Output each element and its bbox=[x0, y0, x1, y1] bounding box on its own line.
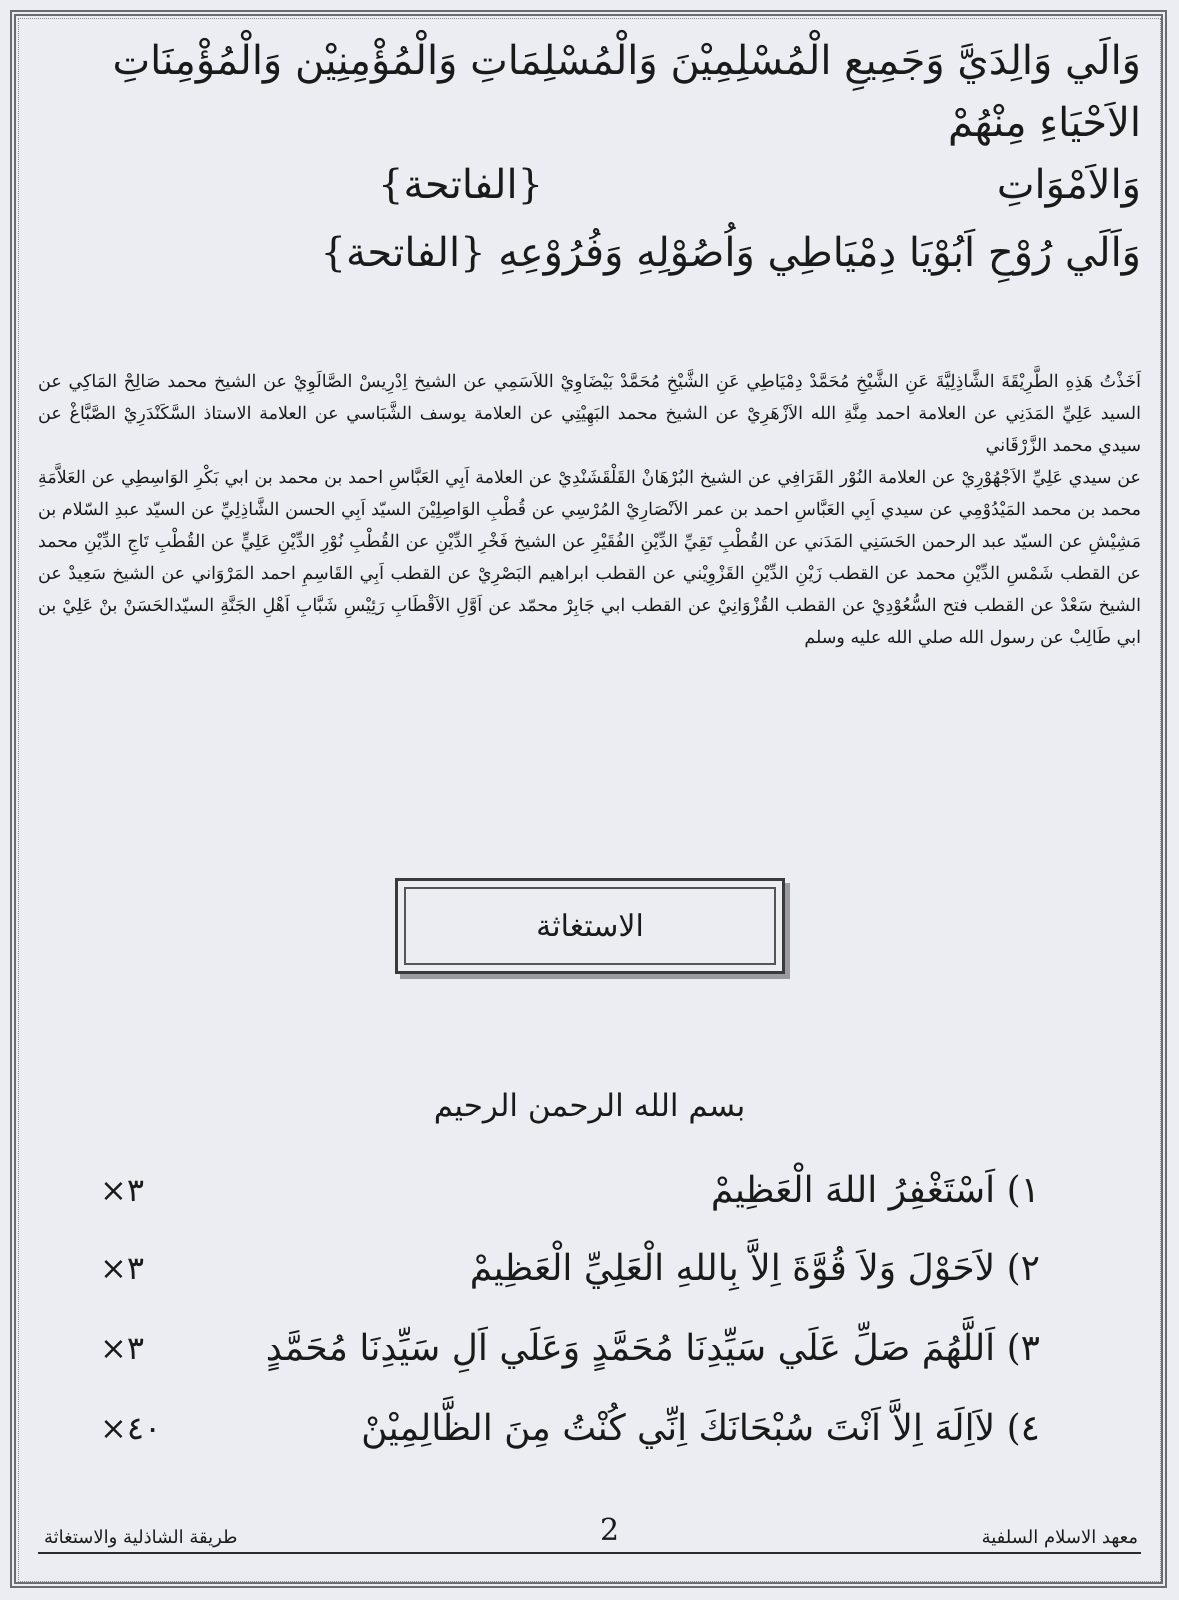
fatiha-marker-1: {الفاتحة} bbox=[378, 162, 544, 208]
footer-institute: معهد الاسلام السلفية bbox=[981, 1527, 1138, 1548]
dua-line-2-text: وَالاَمْوَاتِ bbox=[996, 162, 1141, 208]
wirid-text: ٣) اَللَّهُمَ صَلِّ عَلَي سَيِّدِنَا مُحَمَّدٍ وَعَلَي اَلِ سَيِّدِنَا مُحَمَّدٍ bbox=[265, 1327, 1040, 1369]
section-title: الاستغاثة bbox=[536, 908, 644, 944]
wirid-count: ×٣ bbox=[100, 1329, 144, 1367]
section-title-box bbox=[395, 878, 785, 974]
dua-line-2 bbox=[38, 154, 1141, 216]
wirid-item-3 bbox=[100, 1318, 1040, 1378]
page-content bbox=[38, 30, 1141, 654]
wirid-count: ×٤٠ bbox=[100, 1409, 162, 1447]
sanad-paragraph-2: عن سيدي عَلِيِّ الاَجْهُوْرِيْ عن العلامة النُوْر القَرَافِي عن الشيخ البُرْهَانْ القَلْقَشَنْدِيْ عن العلامة اَبِي العَبَّاسِ احمد بن محمد بن ابي بَكْرِ الوَاسِطِي عن العَلاَّمَةِ محمد بن محمد المَيْدُوْمِي عن سيدي اَبِي العَبَّاسِ احمد بن عمر الاَنْصَارِيْ المُرْسِي عن قُطْبِ الوَاصِلِيْنَ السيّد اَبِي الحسن الشَّاذِلِيِّ عن السيّد عبدِ السّلام بن مَشِيْشِ عن السيّد عبد الرحمن الحَسَنِي المَدَني عن القُطْبِ تَقِيِّ الدِّيْنِ الفُقَيْرِ عن الشيخ فَخْرِ الدِّيْنِ عن القُطْبِ نُوْرِ الدِّيْنِ عَلِيٍّ عن القُطْبِ تَاجِ الدِّيْنِ محمد عن القطب شَمْسِ الدِّيْنِ محمد عن القطب زَيْنِ الدِّيْنِ القَزْوِيْني عن القطب ابراهيم البَصْرِيْ عن القطب اَبِي القَاسِمِ احمد المَرْوَاني عن الشيخ سَعِيدْ عن الشيخ سَعْدْ عن القطب فتح السُّعُوْدِيْ عن القطب القُزْوَانِيْ عن القطب ابي جَابِرْ محمّد عن اَوَّلِ الاَقْطَابِ رَئِيْسِ شَبَّابِ اَهْلِ الجَنَّةِ السيّدالحَسَنْ بنْ عَلِيْ بن ابي طَالِبْ عن رسول الله صلي الله عليه وسلم bbox=[38, 468, 1141, 648]
page-footer bbox=[44, 1496, 1138, 1548]
wirid-count: ×٣ bbox=[100, 1249, 144, 1287]
dua-line-3-text: وَاَلَي رُوْحِ اَبُوْيَا دِمْيَاطِي وَاُصُوْلِهِ وَفُرُوْعِهِ bbox=[498, 230, 1141, 276]
wirid-item-4 bbox=[100, 1398, 1040, 1458]
footer-divider bbox=[38, 1552, 1141, 1554]
dua-line-1: وَالَي وَالِدَيَّ وَجَمِيعِ الْمُسْلِمِيْنَ وَالْمُسْلِمَاتِ وَالْمُؤْمِنِيْن وَالْمُؤْمِنَاتِ الاَحْيَاءِ مِنْهُمْ bbox=[112, 38, 1141, 146]
wirid-text: ١) اَسْتَغْفِرُ اللهَ الْعَظِيمْ bbox=[710, 1169, 1040, 1211]
wirid-text: ٢) لاَحَوْلَ وَلاَ قُوَّةَ اِلاَّ بِاللهِ الْعَلِيِّ الْعَظِيمْ bbox=[469, 1247, 1040, 1289]
wirid-text: ٤) لاَاِلَهَ اِلاَّ اَنْتَ سُبْحَانَكَ اِنِّي كُنْتُ مِنَ الظَّالِمِيْنْ bbox=[361, 1407, 1040, 1449]
page-number: 2 bbox=[599, 1513, 620, 1548]
dua-line-3 bbox=[38, 222, 1141, 284]
fatiha-marker-2: {الفاتحة} bbox=[320, 230, 486, 276]
footer-document-title: طريقة الشاذلية والاستغاثة bbox=[44, 1527, 238, 1548]
wirid-count: ×٣ bbox=[100, 1171, 144, 1209]
basmala: بسم الله الرحمن الرحيم bbox=[433, 1088, 746, 1124]
wirid-item-2 bbox=[100, 1238, 1040, 1298]
wirid-item-1 bbox=[100, 1160, 1040, 1220]
sanad-paragraph-1: اَخَذْتُ هَذِهِ الطَّرِيْقَةَ الشَّاذِلِيَّةَ عَنِ الشَّيْخِ مُحَمَّدْ دِمْيَاطِي عَنِ الشَّيْخِ مُحَمَّدْ بَيْضَاوِيْ اللاَسَمِي عن الشيخ اِدْرِيسْ الصَّالَوِيْ عن الشيخ محمد صَالِحْ المَاكِي عن السيد عَلِيِّ المَدَنِي عن العلامة احمد مِنَّةِ الله الاَزْهَرِيْ عن الشيخ محمد البَهِيْتِي عن العلامة يوسف الشَّبَاسي عن العلامة الاستاذ السَّكَنْدَرِيْ الصَّبَّاغْ عن سيدي محمد الزَّرْقَاني bbox=[38, 372, 1141, 456]
sanad-chain bbox=[38, 366, 1141, 654]
